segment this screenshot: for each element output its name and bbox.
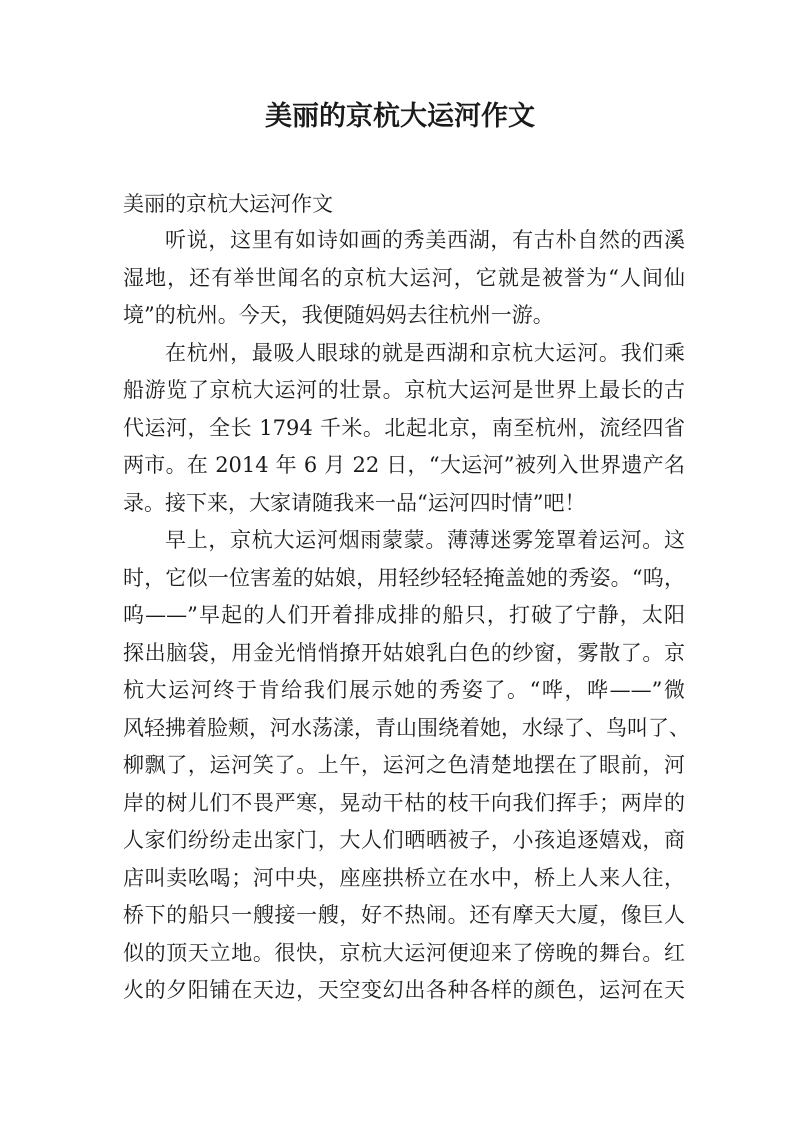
document-title: 美丽的京杭大运河作文 bbox=[265, 101, 535, 132]
text-line: 桥下的船只一艘接一艘，好不热闹。还有摩天大厦，像巨人 bbox=[123, 903, 685, 927]
text-line: 时，它似一位害羞的姑娘，用轻纱轻轻掩盖她的秀姿。“呜， bbox=[123, 565, 685, 590]
text-line: 风轻拂着脸颊，河水荡漾，青山围绕着她，水绿了、鸟叫了、 bbox=[123, 715, 690, 740]
text-line: 两市。在 2014 年 6 月 22 日，“大运河”被列入世界遗产名 bbox=[123, 453, 685, 477]
paragraph bbox=[123, 522, 690, 1010]
text-line: 人家们纷纷走出家门，大人们晒晒被子，小孩追逐嬉戏，商 bbox=[123, 828, 685, 852]
paragraph bbox=[123, 222, 685, 335]
text-line: 在杭州，最吸人眼球的就是西湖和京杭大运河。我们乘 bbox=[165, 340, 685, 365]
document-subtitle: 美丽的京杭大运河作文 bbox=[123, 192, 333, 216]
text-line: 湿地，还有举世闻名的京杭大运河，它就是被誉为“人间仙 bbox=[123, 265, 685, 290]
text-line: 代运河，全长 1794 千米。北起北京，南至杭州，流经四省 bbox=[123, 415, 685, 440]
text-line: 录。接下来，大家请随我来一品“运河四时情”吧！ bbox=[123, 490, 586, 515]
text-line: 火的夕阳铺在天边，天空变幻出各种各样的颜色，运河在天 bbox=[123, 978, 685, 1002]
text-line: 似的顶天立地。很快，京杭大运河便迎来了傍晚的舞台。红 bbox=[123, 940, 685, 965]
paragraph bbox=[123, 335, 685, 523]
text-line: 岸的树儿们不畏严寒，晃动干枯的枝干向我们挥手；两岸的 bbox=[123, 790, 685, 815]
text-line: 呜——”早起的人们开着排成排的船只，打破了宁静，太阳 bbox=[123, 603, 685, 627]
text-line: 船游览了京杭大运河的壮景。京杭大运河是世界上最长的古 bbox=[123, 378, 685, 402]
text-line: 杭大运河终于肯给我们展示她的秀姿了。“哗，哗——”微 bbox=[123, 678, 685, 702]
text-line: 早上，京杭大运河烟雨蒙蒙。薄薄迷雾笼罩着运河。这 bbox=[165, 528, 685, 552]
text-line: 柳飘了，运河笑了。上午，运河之色清楚地摆在了眼前，河 bbox=[123, 753, 685, 777]
document-body bbox=[123, 186, 690, 1010]
text-line: 探出脑袋，用金光悄悄撩开姑娘乳白色的纱窗，雾散了。京 bbox=[123, 640, 685, 665]
text-line: 听说，这里有如诗如画的秀美西湖，有古朴自然的西溪 bbox=[165, 228, 685, 252]
text-line: 店叫卖吆喝；河中央，座座拱桥立在水中，桥上人来人往， bbox=[123, 865, 685, 890]
text-line: 境”的杭州。今天，我便随妈妈去往杭州一游。 bbox=[123, 303, 554, 327]
